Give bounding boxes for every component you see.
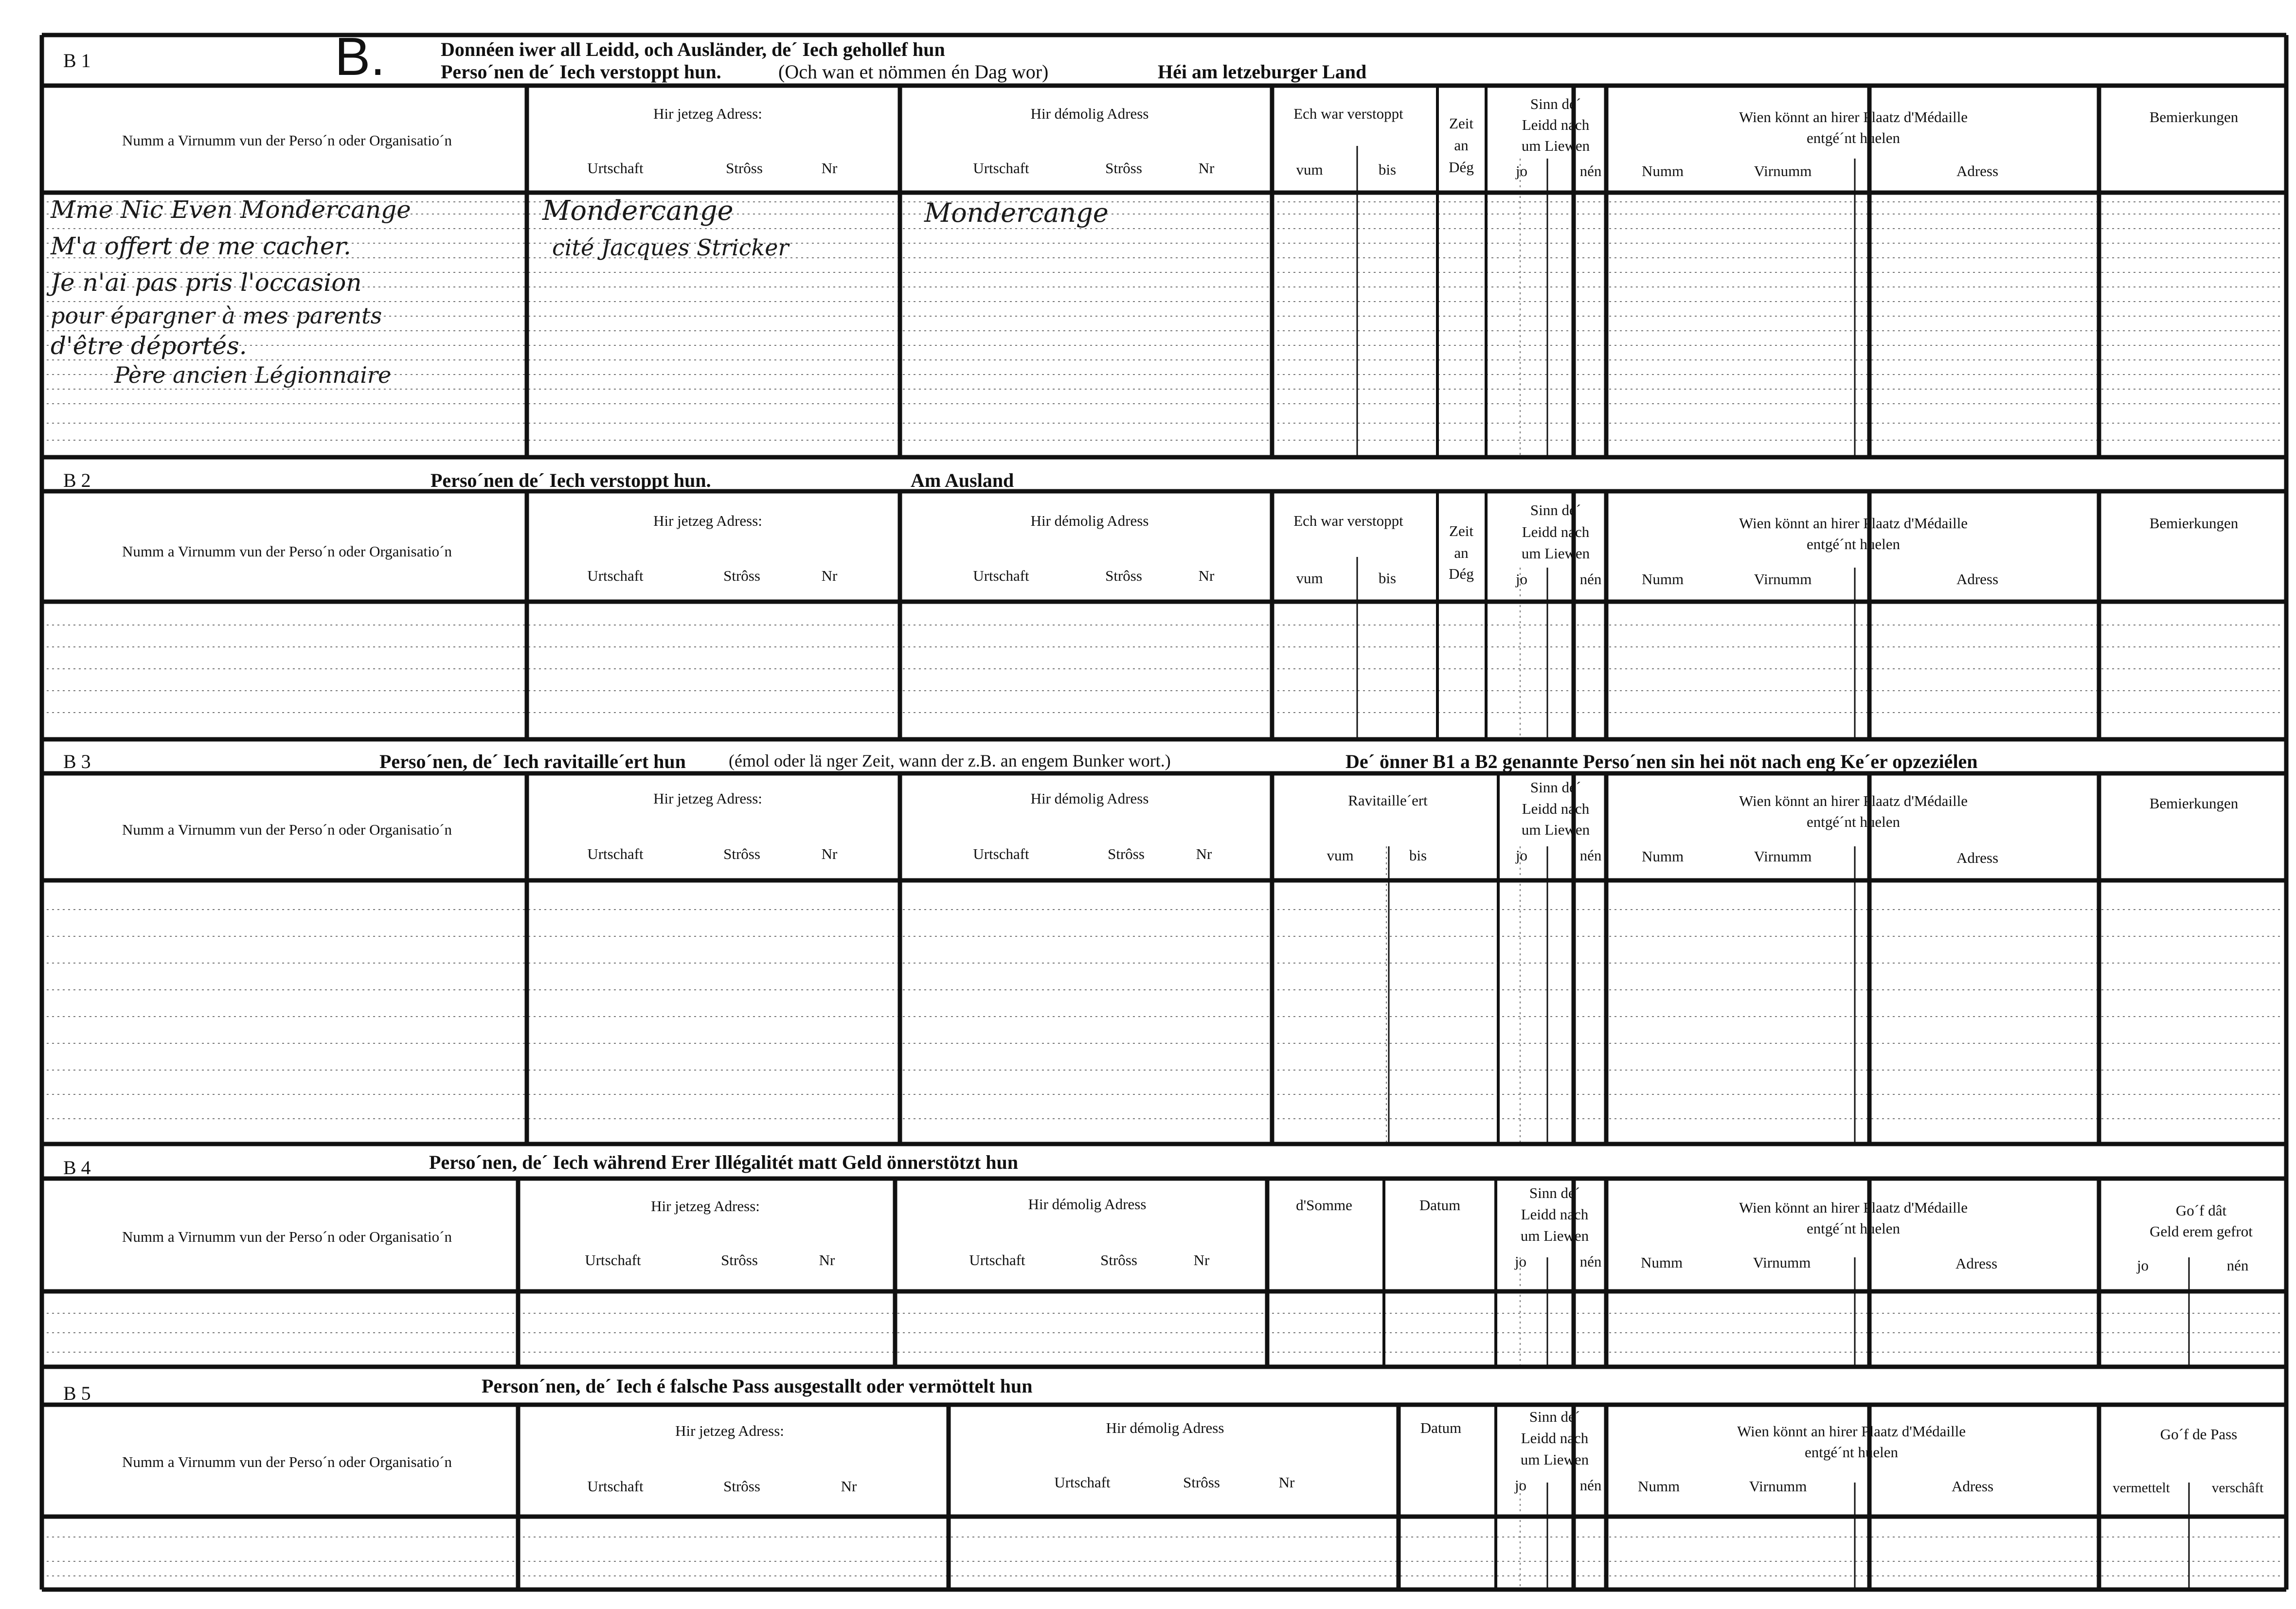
header-yes: jo (1515, 162, 1528, 179)
handwritten-name-line: M'a offert de me cacher. (51, 232, 351, 260)
header-current-address: Hir jetzeg Adress: (653, 512, 762, 529)
header-nr: Nr (821, 567, 838, 584)
header-from: vum (1296, 161, 1323, 178)
header-time-2: an (1454, 544, 1469, 561)
header-medal-1: Wien könnt an hirer Plaatz d'Médaille (1739, 108, 1968, 125)
header-to: bis (1378, 570, 1397, 587)
header-medal-address: Adress (1955, 1255, 1998, 1272)
header-medal-firstname: Virnumm (1753, 1254, 1811, 1271)
header-no: nén (1579, 571, 1602, 588)
header-pass-mediated: vermettelt (2113, 1480, 2170, 1496)
header-alive-3: um Liewen (1521, 821, 1590, 838)
header-former-street: Strôss (1105, 160, 1142, 177)
form-letter: B. (335, 27, 385, 87)
section-title: Person´nen, de´ Iech é falsche Pass ausgestallt oder vermöttelt hun (482, 1375, 1033, 1397)
section-id: B 4 (63, 1157, 91, 1179)
header-medal-firstname: Virnumm (1754, 848, 1812, 865)
header-medal-name: Numm (1641, 162, 1684, 179)
header-to: bis (1409, 847, 1427, 864)
header-former-place: Urtschaft (973, 567, 1029, 584)
header-medal-firstname: Virnumm (1754, 571, 1812, 588)
header-medal-2: entgé´nt huelen (1807, 536, 1900, 553)
header-nr: Nr (821, 845, 838, 862)
header-from: vum (1327, 847, 1354, 864)
header-hidden: Ech war verstoppt (1293, 105, 1403, 122)
header-name: Numm a Virnumm vun der Perso´n oder Organisatio´n (122, 1228, 452, 1245)
header-place: Urtschaft (587, 567, 644, 584)
header-date: Datum (1420, 1419, 1462, 1436)
handwritten-name-line: pour épargner à mes parents (51, 303, 382, 329)
header-medal-firstname: Virnumm (1749, 1478, 1807, 1495)
handwritten-name-line: Père ancien Légionnaire (114, 362, 392, 388)
header-medal-1: Wien könnt an hirer Plaatz d'Médaille (1739, 515, 1968, 532)
header-alive-1: Sinn de´ (1529, 1408, 1580, 1425)
header-no: nén (1579, 162, 1602, 179)
header-medal-name: Numm (1637, 1478, 1680, 1495)
header-medal-firstname: Virnumm (1754, 162, 1812, 179)
header-no: nén (1579, 1477, 1602, 1494)
header-money-1: Go´f dât (2175, 1202, 2227, 1219)
section-title: Donnéen iwer all Leidd, och Ausländer, de´ Iech gehollef hun (441, 38, 945, 60)
header-former-address: Hir démolig Adress (1028, 1196, 1147, 1213)
header-medal-address: Adress (1956, 849, 1999, 866)
header-name: Numm a Virnumm vun der Perso´n oder Organisatio´n (122, 821, 452, 838)
header-alive-3: um Liewen (1521, 137, 1590, 154)
section-extra: De´ önner B1 a B2 genannte Perso´nen sin hei nöt nach eng Ke´er opzeziélen (1345, 751, 1978, 772)
header-former-nr: Nr (1196, 845, 1212, 862)
header-former-nr: Nr (1198, 567, 1215, 584)
header-no: nén (1579, 1253, 1602, 1270)
header-time-3: Dég (1449, 565, 1474, 582)
header-former-nr: Nr (1193, 1251, 1210, 1269)
header-place: Urtschaft (587, 1478, 644, 1495)
header-time-2: an (1454, 137, 1469, 154)
section-id: B 2 (63, 469, 91, 491)
section-id: B 3 (63, 751, 91, 772)
header-time-1: Zeit (1449, 115, 1473, 132)
header-former-address: Hir démolig Adress (1030, 105, 1149, 122)
header-former-address: Hir démolig Adress (1030, 790, 1149, 807)
handwritten-former-address: Mondercange (924, 197, 1109, 228)
header-place: Urtschaft (585, 1251, 641, 1269)
header-medal-name: Numm (1641, 848, 1684, 865)
header-former-place: Urtschaft (973, 160, 1029, 177)
section-note: (Och wan et nömmen én Dag wor) (778, 61, 1049, 83)
header-former-nr: Nr (1278, 1474, 1295, 1491)
header-alive-2: Leidd nach (1521, 1430, 1589, 1447)
handwritten-name-line: d'être déportés. (51, 332, 247, 360)
header-former-street: Strôss (1183, 1474, 1220, 1491)
header-medal-2: entgé´nt huelen (1807, 129, 1900, 146)
header-current-address: Hir jetzeg Adress: (675, 1422, 784, 1439)
section-title: Perso´nen, de´ Iech ravitaille´ert hun (379, 751, 686, 772)
header-medal-1: Wien könnt an hirer Plaatz d'Médaille (1737, 1423, 1966, 1440)
header-former-place: Urtschaft (969, 1251, 1025, 1269)
header-former-address: Hir démolig Adress (1106, 1419, 1224, 1436)
header-former-address: Hir démolig Adress (1030, 512, 1149, 529)
header-former-place: Urtschaft (973, 845, 1029, 862)
header-yes: jo (1515, 847, 1528, 864)
header-current-address: Hir jetzeg Adress: (653, 790, 762, 807)
header-alive-3: um Liewen (1521, 545, 1590, 562)
header-nr: Nr (819, 1251, 835, 1269)
header-medal-2: entgé´nt huelen (1805, 1444, 1898, 1461)
header-alive-2: Leidd nach (1522, 800, 1590, 817)
header-street: Strôss (723, 1478, 760, 1495)
header-name: Numm a Virnumm vun der Perso´n oder Organisatio´n (122, 1453, 452, 1470)
header-street: Strôss (723, 845, 760, 862)
header-medal-2: entgé´nt huelen (1807, 1220, 1900, 1237)
header-current-address: Hir jetzeg Adress: (653, 105, 762, 122)
header-alive-2: Leidd nach (1521, 1206, 1589, 1223)
header-from: vum (1296, 570, 1323, 587)
section-title: Perso´nen, de´ Iech während Erer Illégalitét matt Geld önnerstötzt hun (429, 1151, 1018, 1173)
header-remarks: Bemierkungen (2149, 108, 2239, 125)
handwritten-name-line: Je n'ai pas pris l'occasion (51, 268, 362, 297)
header-street: Strôss (723, 567, 760, 584)
header-former-place: Urtschaft (1054, 1474, 1111, 1491)
section-id: B 5 (63, 1382, 91, 1404)
header-name: Numm a Virnumm vun der Perso´n oder Organisatio´n (122, 132, 452, 149)
header-money-yes: jo (2136, 1257, 2149, 1274)
header-medal-name: Numm (1640, 1254, 1683, 1271)
section-region: Héi am letzeburger Land (1158, 61, 1367, 83)
header-medal-1: Wien könnt an hirer Plaatz d'Médaille (1739, 1199, 1968, 1216)
header-time-3: Dég (1449, 159, 1474, 176)
header-yes: jo (1515, 571, 1528, 588)
header-alive-1: Sinn de´ (1530, 779, 1581, 796)
header-date: Datum (1419, 1197, 1461, 1214)
handwritten-name-line: Mme Nic Even Mondercange (51, 196, 411, 224)
header-to: bis (1378, 161, 1397, 178)
header-nr: Nr (821, 160, 838, 177)
header-medal-address: Adress (1956, 162, 1999, 179)
header-medal-address: Adress (1956, 571, 1999, 588)
header-alive-1: Sinn de´ (1530, 501, 1581, 518)
header-medal-name: Numm (1641, 571, 1684, 588)
section-subtitle: Perso´nen de´ Iech verstoppt hun. (441, 61, 721, 83)
header-pass-procured: verschâft (2211, 1480, 2264, 1496)
header-alive-1: Sinn de´ (1530, 95, 1581, 112)
header-remarks: Bemierkungen (2149, 795, 2239, 812)
header-yes: jo (1514, 1477, 1527, 1494)
header-supplied: Ravitaille´ert (1348, 792, 1428, 809)
header-former-street: Strôss (1105, 567, 1142, 584)
section-id: B 1 (63, 50, 91, 72)
header-money-2: Geld erem gefrot (2150, 1223, 2253, 1240)
section-title: Perso´nen de´ Iech verstoppt hun. (430, 469, 711, 491)
header-street: Strôss (726, 160, 763, 177)
header-current-address: Hir jetzeg Adress: (651, 1198, 760, 1215)
handwritten-current-address: Mondercange (542, 195, 734, 227)
header-former-nr: Nr (1198, 160, 1215, 177)
header-alive-2: Leidd nach (1522, 116, 1590, 133)
header-place: Urtschaft (587, 160, 644, 177)
header-alive-2: Leidd nach (1522, 523, 1590, 540)
section-region: Am Ausland (911, 469, 1014, 491)
header-name: Numm a Virnumm vun der Perso´n oder Organisatio´n (122, 543, 452, 560)
header-yes: jo (1514, 1253, 1527, 1270)
header-time-1: Zeit (1449, 522, 1473, 539)
header-alive-3: um Liewen (1520, 1451, 1589, 1468)
header-no: nén (1579, 847, 1602, 864)
header-remarks: Bemierkungen (2149, 515, 2239, 532)
header-medal-2: entgé´nt huelen (1807, 813, 1900, 830)
section-note: (émol oder lä nger Zeit, wann der z.B. an engem Bunker wort.) (729, 751, 1171, 770)
header-sum: d'Somme (1296, 1197, 1352, 1214)
header-medal-address: Adress (1951, 1478, 1994, 1495)
header-place: Urtschaft (587, 845, 644, 862)
header-nr: Nr (841, 1478, 857, 1495)
header-hidden: Ech war verstoppt (1293, 512, 1403, 529)
header-street: Strôss (721, 1251, 758, 1269)
handwritten-current-address: cité Jacques Stricker (552, 234, 789, 261)
header-alive-3: um Liewen (1520, 1227, 1589, 1244)
header-money-no: nén (2226, 1257, 2249, 1274)
header-alive-1: Sinn de´ (1529, 1184, 1580, 1201)
header-former-street: Strôss (1100, 1251, 1137, 1269)
header-medal-1: Wien könnt an hirer Plaatz d'Médaille (1739, 792, 1968, 809)
header-former-street: Strôss (1108, 845, 1145, 862)
header-pass: Go´f de Pass (2160, 1426, 2238, 1443)
